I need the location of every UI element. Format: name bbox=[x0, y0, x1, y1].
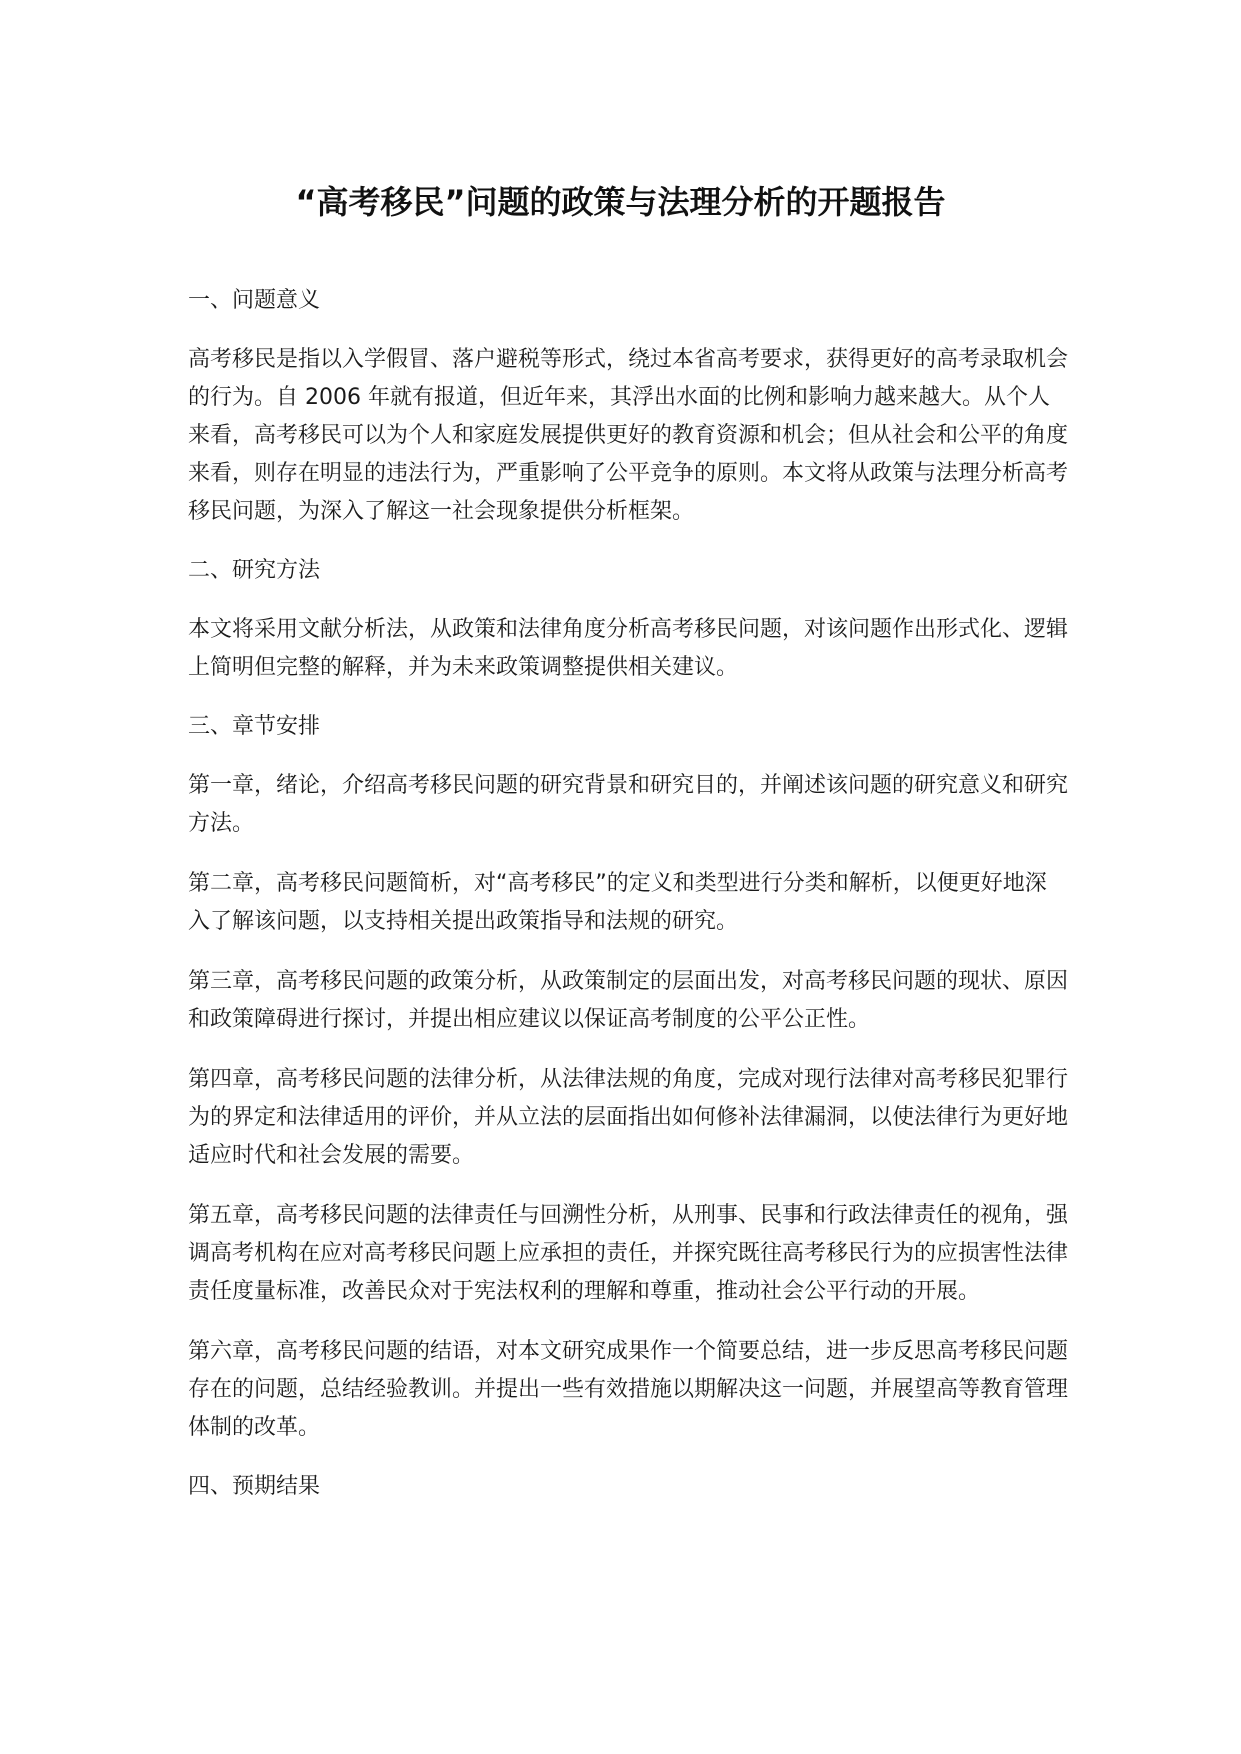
section-heading: 三、章节安排 bbox=[188, 714, 321, 739]
section-research-method bbox=[188, 553, 1068, 687]
section-problem-significance bbox=[188, 283, 1068, 531]
paragraph: 高考移民是指以入学假冒、落户避税等形式，绕过本省高考要求，获得更好的高考录取机会的行为。自 2006 年就有报道，但近年来，其浮出水面的比例和影响力越来越大。从个人来看，高考移民可以为个人和家庭发展提供更好的教育资源和机会；但从社会和公平的角度来看，则存在明显的违法行为，严重影响了公平竞争的原则。本文将从政策与法理分析高考移民问题，为深入了解这一社会现象提供分析框架。 bbox=[188, 347, 1069, 524]
section-expected-results bbox=[188, 1469, 1068, 1505]
section-heading: 四、预期结果 bbox=[188, 1474, 321, 1499]
paragraph-chapter-3: 第三章，高考移民问题的政策分析，从政策制定的层面出发，对高考移民问题的现状、原因和政策障碍进行探讨，并提出相应建议以保证高考制度的公平公正性。 bbox=[188, 969, 1069, 1032]
document-title: “高考移民”问题的政策与法理分析的开题报告 bbox=[295, 183, 946, 221]
paragraph: 本文将采用文献分析法，从政策和法律角度分析高考移民问题，对该问题作出形式化、逻辑上简明但完整的解释，并为未来政策调整提供相关建议。 bbox=[188, 617, 1069, 680]
paragraph-chapter-6: 第六章，高考移民问题的结语，对本文研究成果作一个简要总结，进一步反思高考移民问题存在的问题，总结经验教训。并提出一些有效措施以期解决这一问题，并展望高等教育管理体制的改革。 bbox=[188, 1339, 1069, 1440]
section-heading: 一、问题意义 bbox=[188, 288, 321, 313]
paragraph-chapter-2: 第二章，高考移民问题简析，对“高考移民”的定义和类型进行分类和解析，以便更好地深入了解该问题，以支持相关提出政策指导和法规的研究。 bbox=[188, 871, 1047, 934]
section-heading: 二、研究方法 bbox=[188, 558, 321, 583]
document-body bbox=[188, 283, 1068, 1527]
paragraph-chapter-1: 第一章，绪论，介绍高考移民问题的研究背景和研究目的，并阐述该问题的研究意义和研究方法。 bbox=[188, 773, 1069, 836]
paragraph-chapter-4: 第四章，高考移民问题的法律分析，从法律法规的角度，完成对现行法律对高考移民犯罪行为的界定和法律适用的评价，并从立法的层面指出如何修补法律漏洞，以使法律行为更好地适应时代和社会发展的需要。 bbox=[188, 1067, 1069, 1168]
paragraph-chapter-5: 第五章，高考移民问题的法律责任与回溯性分析，从刑事、民事和行政法律责任的视角，强调高考机构在应对高考移民问题上应承担的责任，并探究既往高考移民行为的应损害性法律责任度量标准，改善民众对于宪法权利的理解和尊重，推动社会公平行动的开展。 bbox=[188, 1203, 1069, 1304]
section-chapter-arrangement bbox=[188, 709, 1068, 1447]
